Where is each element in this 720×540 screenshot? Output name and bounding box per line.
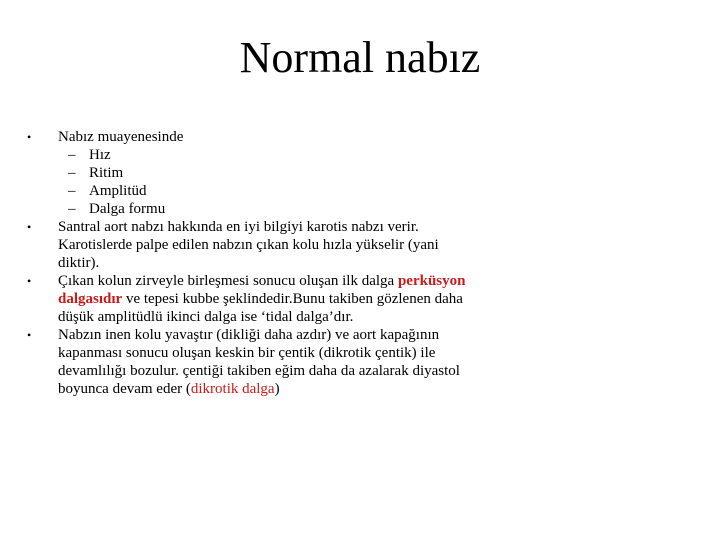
highlight-percussion-wave: perküsyon dalgasıdır	[58, 273, 466, 307]
bullet-text-before: Çıkan kolun zirveyle birleşmesi sonucu oluşan ilk dalga	[58, 273, 398, 289]
bullet-item-dicrotic	[27, 326, 467, 398]
bullet-icon: •	[27, 328, 32, 342]
dash-icon: –	[68, 165, 76, 181]
sub-item-text: Amplitüd	[89, 183, 147, 199]
dash-icon: –	[68, 183, 76, 199]
bullet-text-after: )	[274, 381, 280, 397]
bullet-list	[27, 128, 467, 398]
bullet-icon: •	[27, 130, 32, 144]
bullet-item-examination	[27, 128, 467, 218]
sub-item-text: Hız	[89, 147, 111, 163]
dash-icon: –	[68, 201, 76, 217]
bullet-icon: •	[27, 274, 32, 288]
bullet-icon: •	[27, 220, 32, 234]
sub-item-amplitude	[58, 182, 467, 200]
bullet-text: Nabız muayenesinde	[58, 129, 184, 145]
highlight-dicrotic-wave: dikrotik dalga	[190, 381, 275, 397]
sub-item-text: Ritim	[89, 165, 124, 181]
sub-item-rhythm	[58, 164, 467, 182]
bullet-text-before: Nabzın inen kolu yavaştır (dikliği daha azdır) ve aort kapağının kapanması sonucu oluşan keskin bir çentik (dikrotik çentik) ile devamlılığı bozulur. çentiği takiben eğim daha da azalarak diyastol boyunca devam eder (	[58, 327, 460, 397]
bullet-item-percussion-wave	[27, 272, 467, 326]
sub-item-rate	[58, 146, 467, 164]
slide-title: Normal nabız	[239, 33, 481, 82]
bullet-text-after: ve tepesi kubbe şeklindedir.Bunu takiben gözlenen daha düşük amplitüdlü ikinci dalga ise ‘tidal dalga’dır.	[58, 291, 463, 325]
sub-item-text: Dalga formu	[89, 201, 166, 217]
bullet-text: Santral aort nabzı hakkında en iyi bilgiyi karotis nabzı verir. Karotislerde palpe edilen nabzın çıkan kolu hızla yükselir (yani diktir).	[58, 219, 439, 271]
bullet-item-carotid	[27, 218, 467, 272]
dash-icon: –	[68, 147, 76, 163]
sub-list	[58, 146, 467, 218]
sub-item-waveform	[58, 200, 467, 218]
